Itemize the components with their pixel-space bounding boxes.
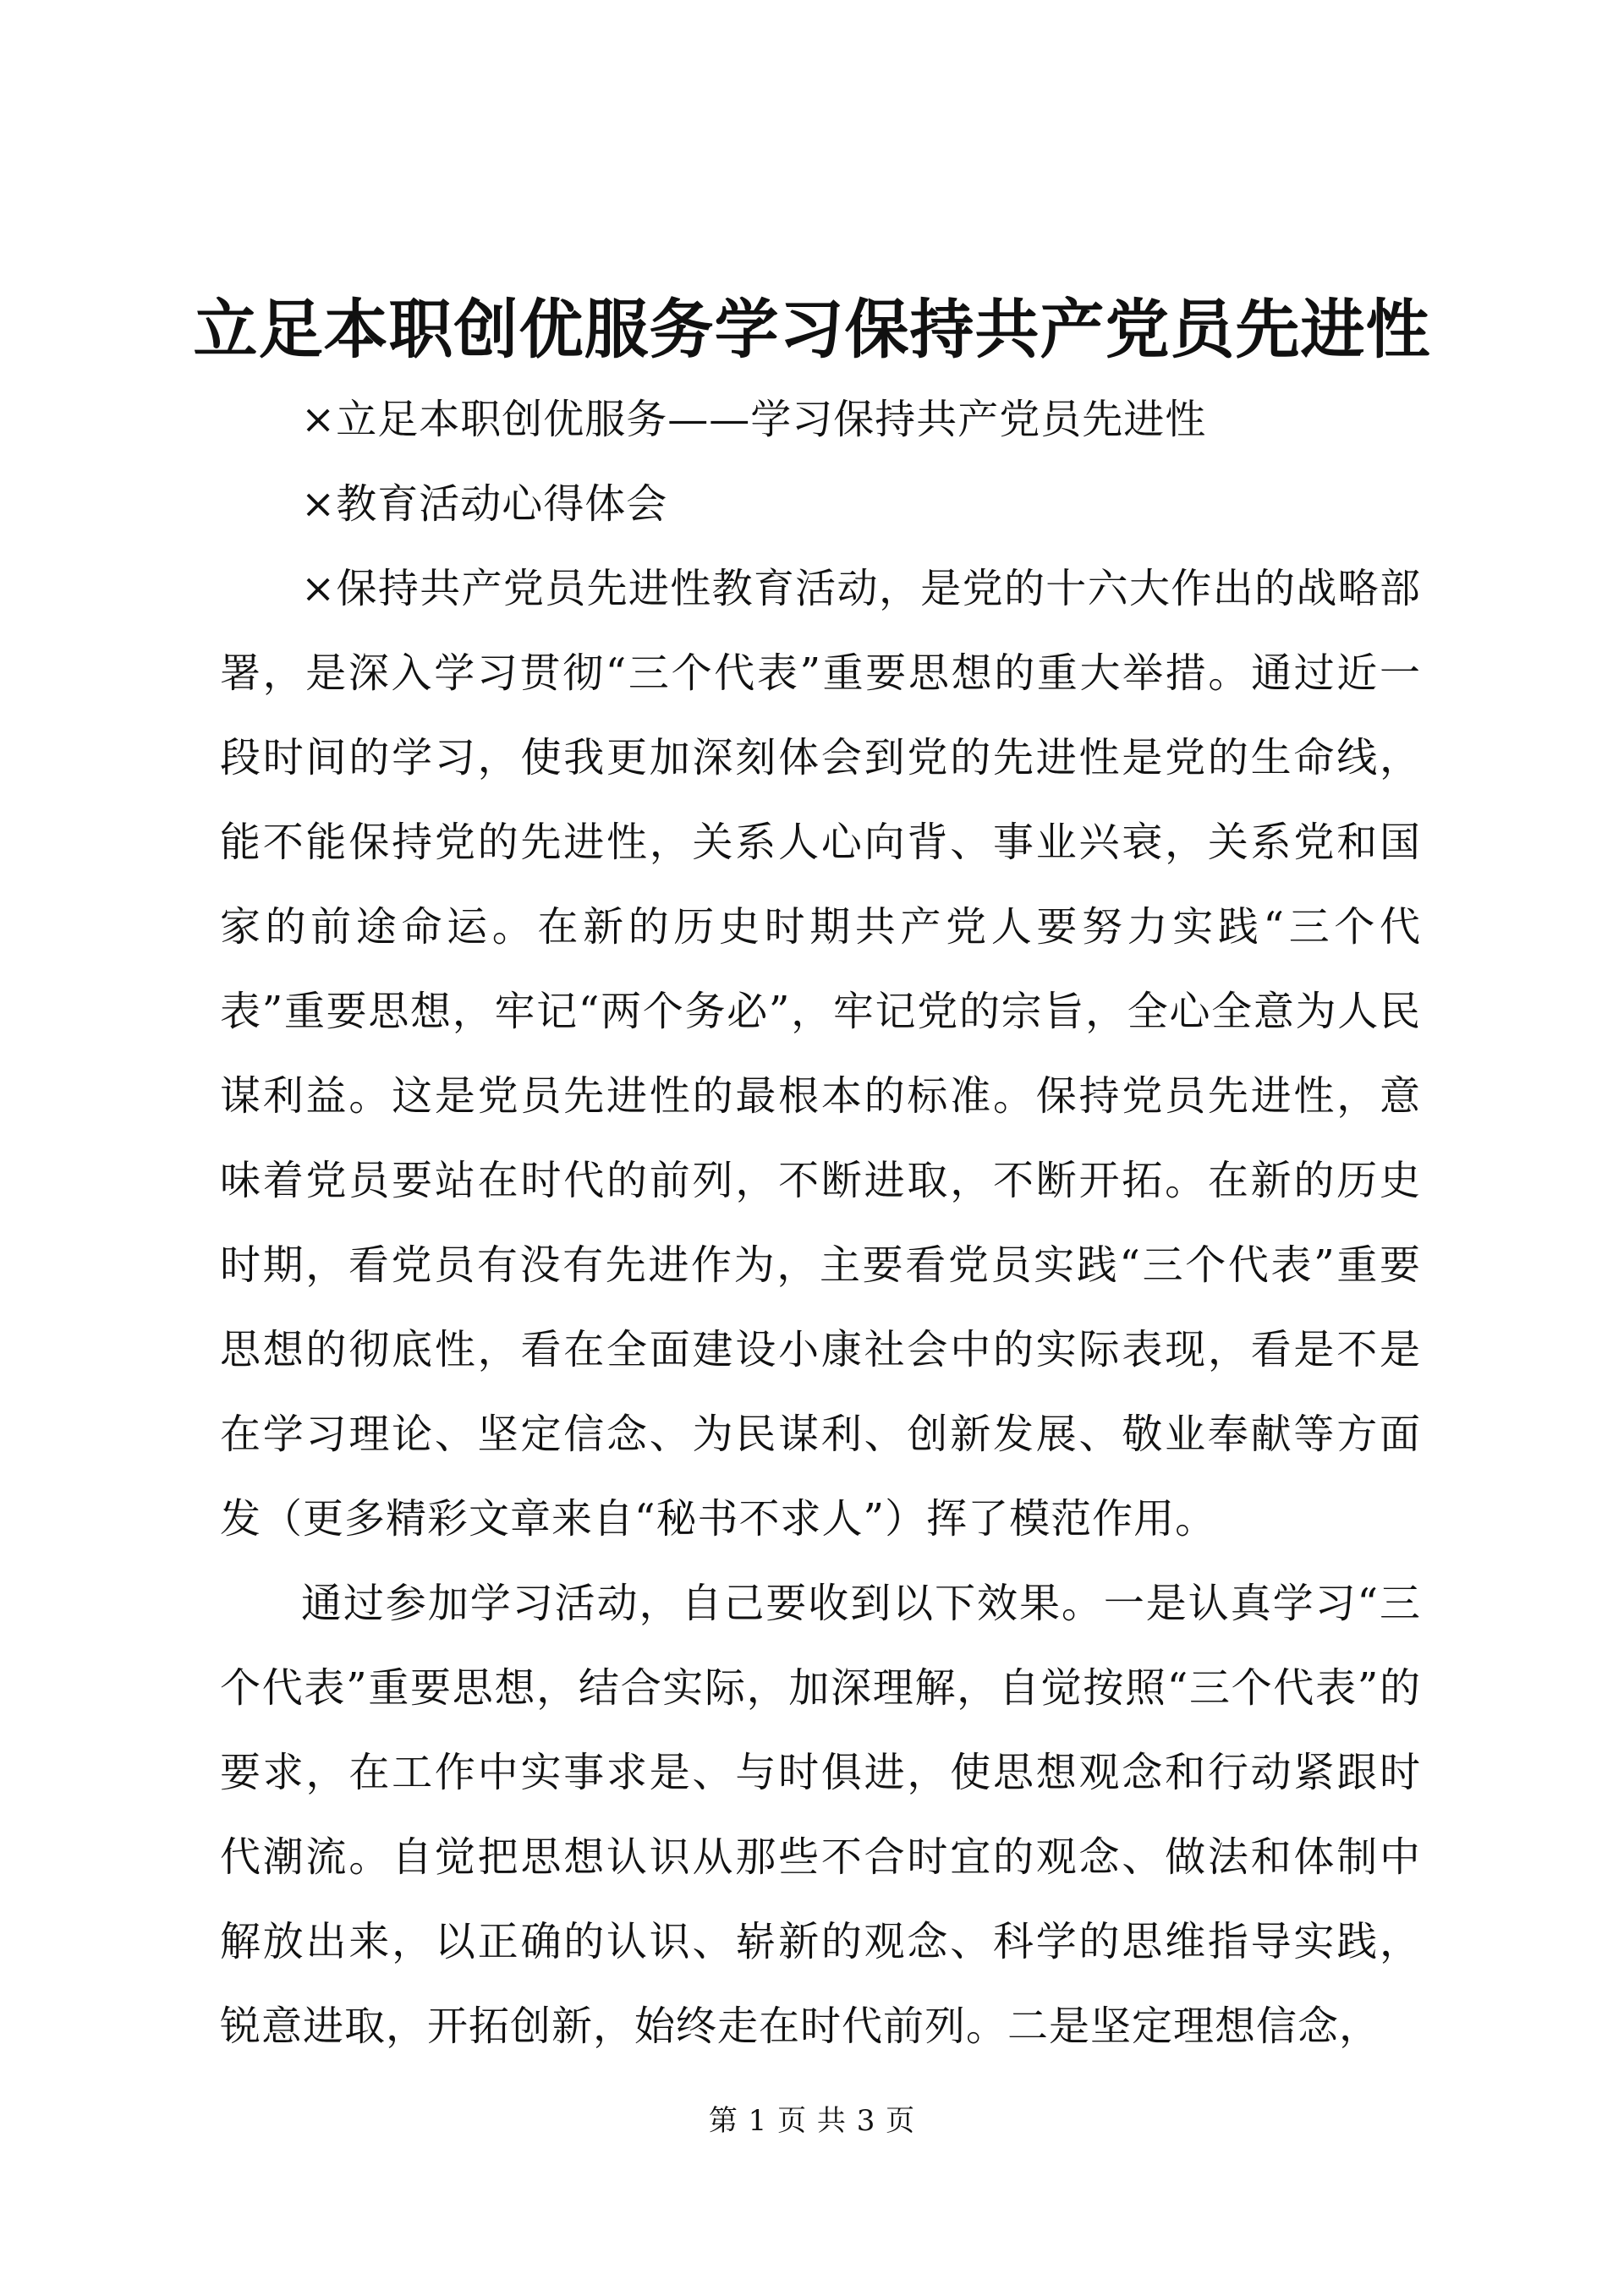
document-body <box>220 377 1421 2069</box>
paragraph-body-2: 通过参加学习活动，自己要收到以下效果。一是认真学习“三个代表”重要思想，结合实际，加深理解，自觉按照“三个代表”的要求，在工作中实事求是、与时俱进，使思想观念和行动紧跟时代潮流。自觉把思想认识从那些不合时宜的观念、做法和体制中解放出来，以正确的认识、崭新的观念、科学的思维指导实践，锐意进取，开拓创新，始终走在时代前列。二是坚定理想信念， <box>220 1580 1421 2050</box>
document-title: 立足本职创优服务学习保持共产党员先进性 <box>193 292 1431 367</box>
paragraph-subtitle-line-2: ×教育活动心得体会 <box>301 480 668 528</box>
paragraph-body-1: ×保持共产党员先进性教育活动，是党的十六大作出的战略部署，是深入学习贯彻“三个代表”重要思想的重大举措。通过近一段时间的学习，使我更加深刻体会到党的先进性是党的生命线，能不能保持党的先进性，关系人心向背、事业兴衰，关系党和国家的前途命运。在新的历史时期共产党人要努力实践“三个代表”重要思想，牢记“两个务必”，牢记党的宗旨，全心全意为人民谋利益。这是党员先进性的最根本的标准。保持党员先进性，意味着党员要站在时代的前列，不断进取，不断开拓。在新的历史时期，看党员有没有先进作为，主要看党员实践“三个代表”重要思想的彻底性，看在全面建设小康社会中的实际表现，看是不是在学习理论、坚定信念、为民谋利、创新发展、敬业奉献等方面发（更多精彩文章来自“秘书不求人”）挥了模范作用。 <box>220 565 1421 1543</box>
page-number-footer: 第 1 页 共 3 页 <box>708 2104 916 2138</box>
paragraph-subtitle-line-1: ×立足本职创优服务——学习保持共产党员先进性 <box>301 396 1207 443</box>
